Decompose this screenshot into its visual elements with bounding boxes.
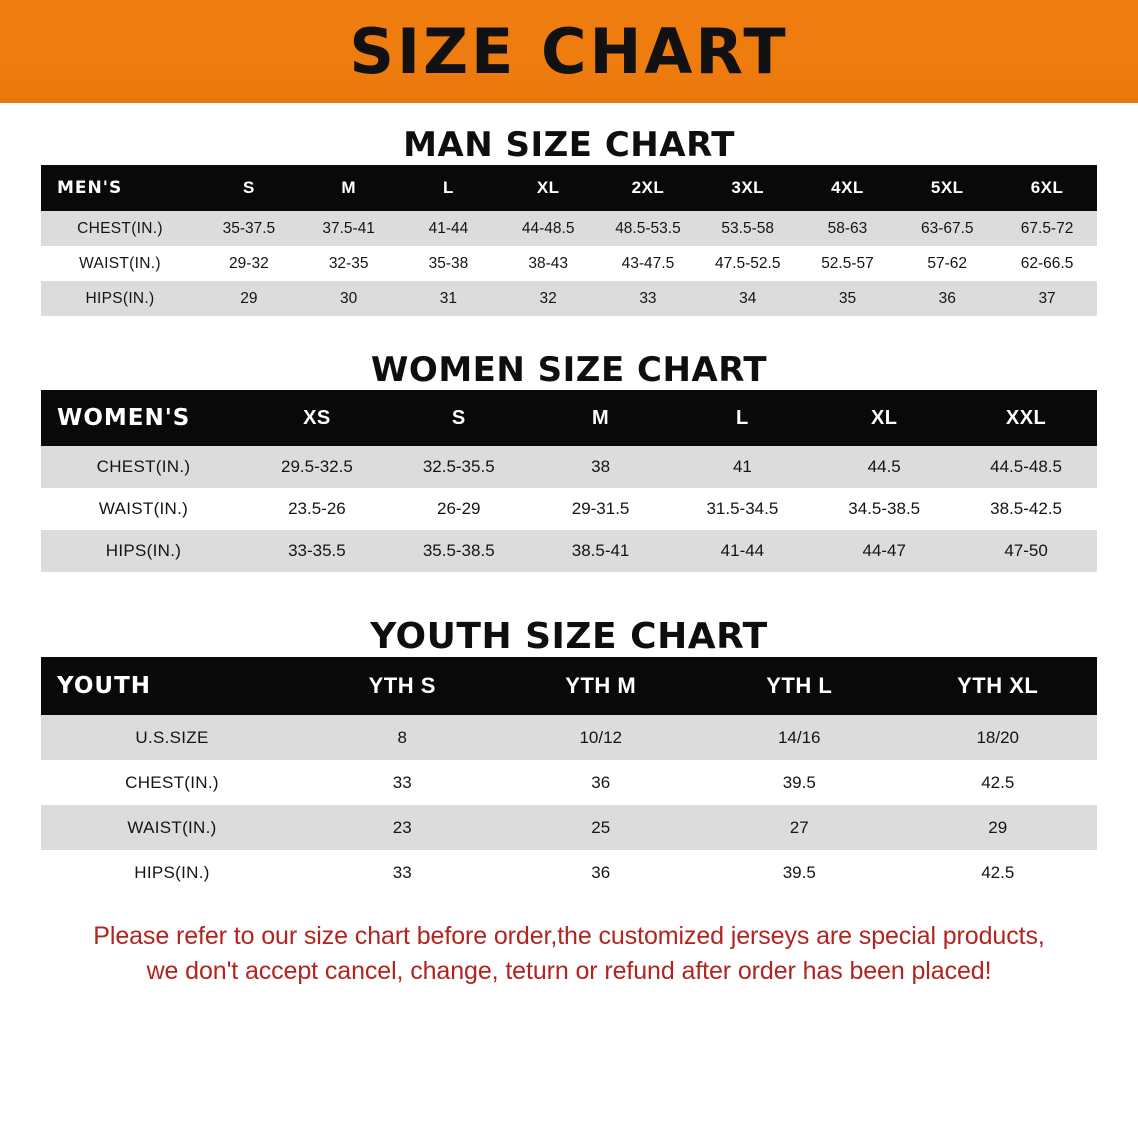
table-row [41,246,1097,281]
youth-cell: 27 [700,805,899,850]
man-table-wrap [41,165,1097,316]
women-cell: 38.5-42.5 [955,488,1097,530]
women-cell: 41-44 [671,530,813,572]
man-table-header [41,165,1097,211]
table-row [41,488,1097,530]
women-row-label-chest: CHEST(IN.) [41,446,246,488]
youth-cell: 36 [502,760,701,805]
women-cell: 44.5-48.5 [955,446,1097,488]
man-cell: 36 [897,281,997,316]
man-col-5: 2XL [631,178,665,197]
women-cell: 38.5-41 [530,530,672,572]
women-cell: 23.5-26 [246,488,388,530]
man-cell: 30 [299,281,399,316]
man-cell: 37.5-41 [299,211,399,246]
man-cell: 43-47.5 [598,246,698,281]
man-col-9: 6XL [1030,178,1064,197]
table-header-row [41,657,1097,715]
youth-cell: 23 [303,805,502,850]
man-row-label-chest: CHEST(IN.) [41,211,199,246]
youth-row-label-hips: HIPS(IN.) [41,850,303,895]
women-cell: 32.5-35.5 [388,446,530,488]
youth-table-body [41,715,1097,895]
man-row-label-hips: HIPS(IN.) [41,281,199,316]
women-cell: 29.5-32.5 [246,446,388,488]
man-cell: 67.5-72 [997,211,1097,246]
women-cell: 33-35.5 [246,530,388,572]
man-cell: 31 [399,281,499,316]
women-row-label-hips: HIPS(IN.) [41,530,246,572]
page-title: SIZE CHART [349,14,789,88]
man-cell: 52.5-57 [798,246,898,281]
man-cell: 48.5-53.5 [598,211,698,246]
man-cell: 35-38 [399,246,499,281]
youth-section-heading: YOUTH SIZE CHART [370,616,768,657]
table-row [41,850,1097,895]
youth-row-label-waist: WAIST(IN.) [41,805,303,850]
man-col-4: XL [536,178,560,197]
man-col-2: M [341,178,356,197]
youth-col-3: YTH L [766,673,833,698]
youth-cell: 8 [303,715,502,760]
man-cell: 35-37.5 [199,211,299,246]
youth-table-wrap [41,657,1097,895]
man-section-heading: MAN SIZE CHART [403,125,735,165]
youth-col-1: YTH S [368,673,436,698]
youth-row-label-ussize: U.S.SIZE [41,715,303,760]
man-cell: 37 [997,281,1097,316]
table-row [41,805,1097,850]
women-cell: 38 [530,446,672,488]
women-row-label-waist: WAIST(IN.) [41,488,246,530]
man-corner-label: MEN'S [57,178,123,198]
policy-note [41,919,1097,988]
man-cell: 44-48.5 [498,211,598,246]
women-col-6: XXL [1005,406,1047,429]
policy-note-line2: we don't accept cancel, change, teturn or refund after order has been placed! [146,956,992,985]
table-row [41,715,1097,760]
youth-cell: 42.5 [899,760,1098,805]
youth-col-4: YTH XL [957,673,1039,698]
youth-row-label-chest: CHEST(IN.) [41,760,303,805]
youth-cell: 25 [502,805,701,850]
youth-cell: 29 [899,805,1098,850]
youth-col-2: YTH M [565,673,637,698]
women-size-table [41,390,1097,572]
women-col-2: S [451,406,466,429]
man-col-6: 3XL [731,178,765,197]
women-cell: 41 [671,446,813,488]
man-cell: 58-63 [798,211,898,246]
youth-cell: 42.5 [899,850,1098,895]
man-row-label-waist: WAIST(IN.) [41,246,199,281]
man-table-body [41,211,1097,316]
man-cell: 63-67.5 [897,211,997,246]
man-cell: 57-62 [897,246,997,281]
women-corner-label: WOMEN'S [57,405,191,431]
policy-note-line1: Please refer to our size chart before order,the customized jerseys are special products, [93,922,1045,950]
man-col-8: 5XL [930,178,964,197]
youth-cell: 10/12 [502,715,701,760]
youth-cell: 36 [502,850,701,895]
man-size-table [41,165,1097,316]
women-col-3: M [591,406,610,429]
table-row [41,446,1097,488]
man-cell: 34 [698,281,798,316]
women-cell: 47-50 [955,530,1097,572]
women-cell: 35.5-38.5 [388,530,530,572]
man-cell: 53.5-58 [698,211,798,246]
man-cell: 35 [798,281,898,316]
women-col-1: XS [303,406,331,429]
table-row [41,211,1097,246]
man-col-1: S [242,178,255,197]
youth-cell: 39.5 [700,760,899,805]
youth-cell: 33 [303,850,502,895]
women-table-wrap [41,390,1097,572]
youth-table-header [41,657,1097,715]
table-row [41,760,1097,805]
women-cell: 44.5 [813,446,955,488]
youth-size-table [41,657,1097,895]
man-cell: 33 [598,281,698,316]
youth-cell: 14/16 [700,715,899,760]
youth-corner-label: YOUTH [57,673,152,699]
women-col-4: L [736,406,749,429]
man-cell: 29-32 [199,246,299,281]
women-cell: 26-29 [388,488,530,530]
women-cell: 34.5-38.5 [813,488,955,530]
table-header-row [41,390,1097,446]
women-table-body [41,446,1097,572]
man-cell: 29 [199,281,299,316]
youth-cell: 39.5 [700,850,899,895]
man-cell: 47.5-52.5 [698,246,798,281]
man-cell: 32-35 [299,246,399,281]
man-cell: 62-66.5 [997,246,1097,281]
youth-cell: 18/20 [899,715,1098,760]
man-cell: 41-44 [399,211,499,246]
women-col-5: XL [870,406,898,429]
women-cell: 31.5-34.5 [671,488,813,530]
women-cell: 44-47 [813,530,955,572]
man-col-7: 4XL [831,178,864,197]
women-section-heading: WOMEN SIZE CHART [370,350,768,390]
youth-cell: 33 [303,760,502,805]
man-col-3: L [442,178,454,197]
table-header-row [41,165,1097,211]
women-cell: 29-31.5 [530,488,672,530]
page-banner [0,0,1138,103]
table-row [41,530,1097,572]
man-cell: 38-43 [498,246,598,281]
women-table-header [41,390,1097,446]
table-row [41,281,1097,316]
man-cell: 32 [498,281,598,316]
